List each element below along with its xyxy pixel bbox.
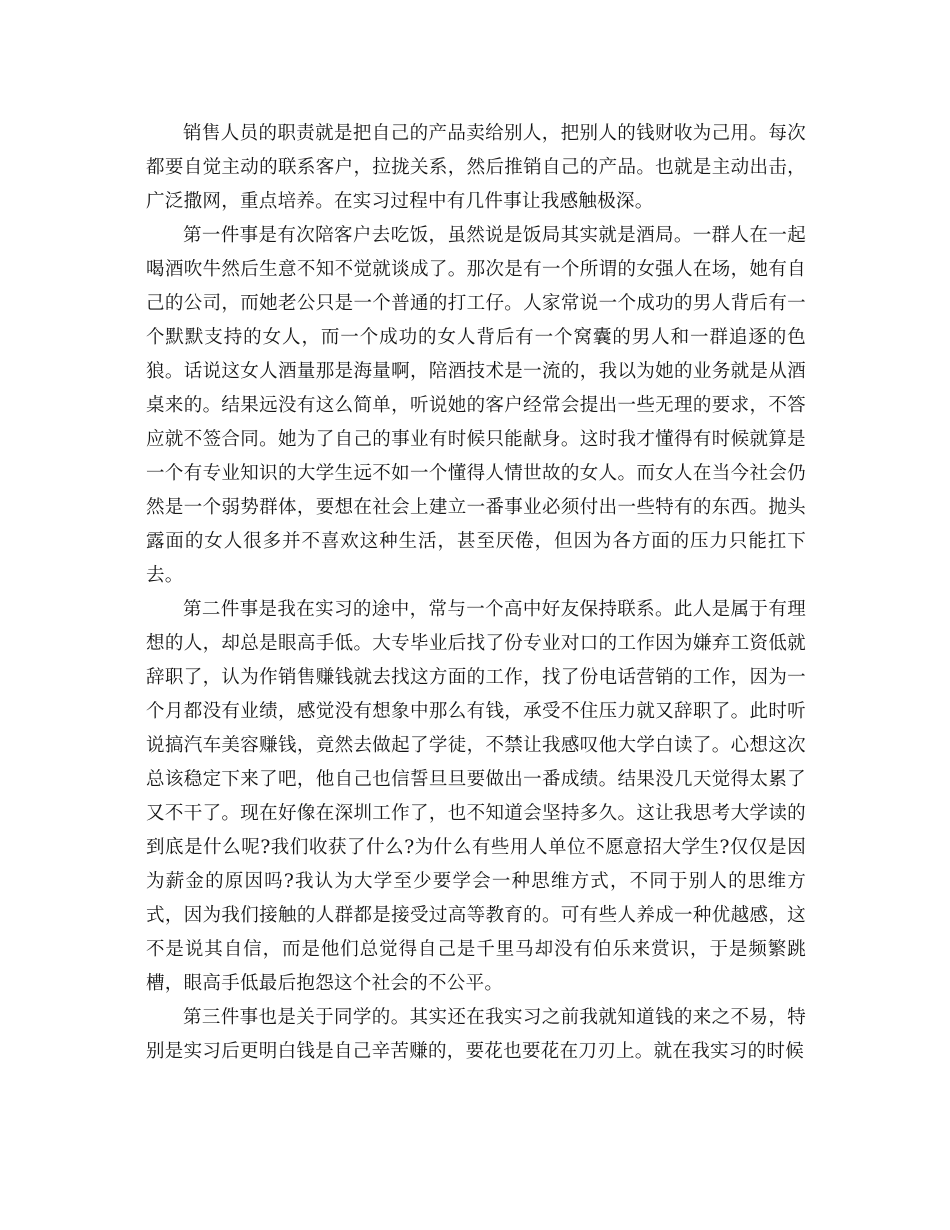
paragraph-third-event: 第三件事也是关于同学的。其实还在我实习之前我就知道钱的来之不易，特别是实习后更明白钱是自己辛苦赚的，要花也要花在刀刃上。就在我实习的时候 — [146, 1007, 806, 1062]
paragraph-first-event: 第一件事是有次陪客户去吃饭，虽然说是饭局其实就是酒局。一群人在一起喝酒吹牛然后生意不知不觉就谈成了。那次是有一个所谓的女强人在场，她有自己的公司，而她老公只是一个普通的打工仔。人家常说一个成功的男人背后有一个默默支持的女人，而一个成功的女人背后有一个窝囊的男人和一群追逐的色狼。话说这女人酒量那是海量啊，陪酒技术是一流的，我以为她的业务就是从酒桌来的。结果远没有这么简单，听说她的客户经常会提出一些无理的要求，不答应就不签合同。她为了自己的事业有时候只能献身。这时我才懂得有时候就算是一个有专业知识的大学生远不如一个懂得人情世故的女人。而女人在当今社会仍然是一个弱势群体，要想在社会上建立一番事业必须付出一些特有的东西。抛头露面的女人很多并不喜欢这种生活，甚至厌倦，但因为各方面的压力只能扛下去。 — [146, 225, 806, 586]
document-body — [146, 117, 806, 1069]
paragraph-second-event: 第二件事是我在实习的途中，常与一个高中好友保持联系。此人是属于有理想的人，却总是眼高手低。大专毕业后找了份专业对口的工作因为嫌弃工资低就辞职了，认为作销售赚钱就去找这方面的工作，找了份电话营销的工作，因为一个月都没有业绩，感觉没有想象中那么有钱，承受不住压力就又辞职了。此时听说搞汽车美容赚钱，竟然去做起了学徒，不禁让我感叹他大学白读了。心想这次总该稳定下来了吧，他自己也信誓旦旦要做出一番成绩。结果没几天觉得太累了又不干了。现在好像在深圳工作了，也不知道会坚持多久。这让我思考大学读的到底是什么呢?我们收获了什么?为什么有些用人单位不愿意招大学生?仅仅是因为薪金的原因吗?我认为大学至少要学会一种思维方式，不同于别人的思维方式，因为我们接触的人群都是接受过高等教育的。可有些人养成一种优越感，这不是说其自信，而是他们总觉得自己是千里马却没有伯乐来赏识，于是频繁跳槽，眼高手低最后抱怨这个社会的不公平。 — [146, 599, 806, 994]
paragraph-intro: 销售人员的职责就是把自己的产品卖给别人，把别人的钱财收为己用。每次都要自觉主动的联系客户，拉拢关系，然后推销自己的产品。也就是主动出击，广泛撒网，重点培养。在实习过程中有几件事让我感触极深。 — [146, 123, 806, 212]
